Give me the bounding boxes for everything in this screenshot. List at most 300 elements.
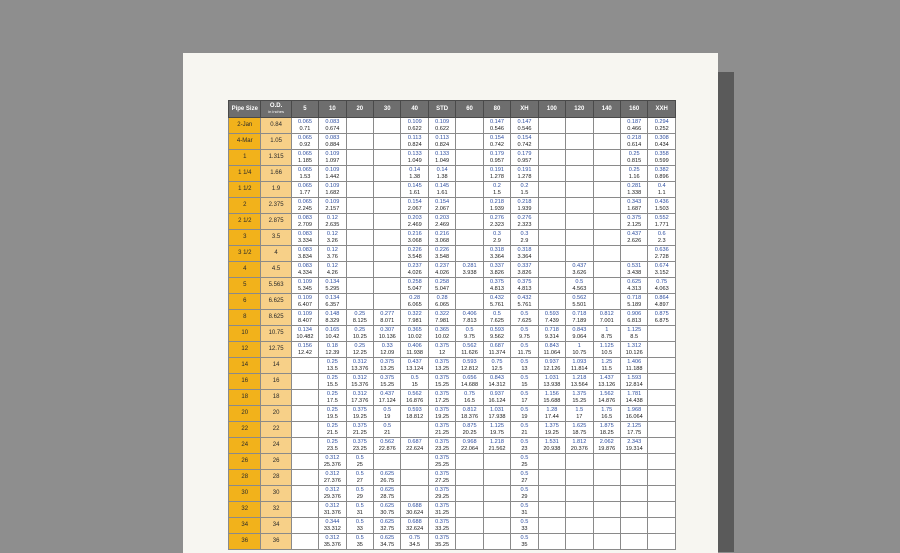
schedule-cell xyxy=(428,534,455,550)
inner-diameter: 15 xyxy=(521,381,528,388)
schedule-cell xyxy=(374,518,401,534)
schedule-cell xyxy=(401,326,428,342)
wall-thickness: 0.625 xyxy=(380,470,395,477)
inner-diameter: 7.813 xyxy=(462,317,477,324)
pipe-size-cell: 20 xyxy=(229,406,261,422)
wall-thickness: 0.562 xyxy=(572,294,587,301)
inner-diameter: 11.374 xyxy=(488,349,506,356)
column-header-label: 20 xyxy=(356,106,364,112)
wall-thickness: 0.5 xyxy=(520,534,529,541)
schedule-cell xyxy=(428,374,455,390)
wall-thickness: 0.5 xyxy=(355,486,364,493)
schedule-cell xyxy=(483,374,510,390)
inner-diameter: 1.5 xyxy=(520,189,529,196)
pipe-size-cell: 2 xyxy=(229,198,261,214)
outer-diameter-cell: 0.84 xyxy=(261,118,291,134)
inner-diameter: 27 xyxy=(356,477,363,484)
wall-thickness: 1.218 xyxy=(490,438,504,445)
schedule-cell xyxy=(401,310,428,326)
schedule-cell xyxy=(538,390,565,406)
schedule-cell xyxy=(319,486,346,502)
schedule-cell xyxy=(401,230,428,246)
wall-thickness: 0.437 xyxy=(407,358,422,365)
inner-diameter: 1.097 xyxy=(325,157,340,164)
wall-thickness: 0.203 xyxy=(435,214,450,221)
schedule-cell xyxy=(620,278,647,294)
wall-thickness: 0.065 xyxy=(297,150,312,157)
inner-diameter: 7.189 xyxy=(572,317,587,324)
inner-diameter: 6.875 xyxy=(654,317,669,324)
wall-thickness: 0.375 xyxy=(352,422,367,429)
inner-diameter: 1.682 xyxy=(325,189,340,196)
wall-thickness: 0.25 xyxy=(628,150,640,157)
schedule-cell xyxy=(593,534,620,550)
wall-thickness: 0.375 xyxy=(435,438,450,445)
schedule-cell xyxy=(593,278,620,294)
inner-diameter: 16.5 xyxy=(464,397,475,404)
inner-diameter: 0.824 xyxy=(407,141,422,148)
wall-thickness: 0.406 xyxy=(407,342,422,349)
schedule-cell xyxy=(346,358,373,374)
column-header xyxy=(319,101,346,118)
schedule-cell xyxy=(593,166,620,182)
schedule-cell xyxy=(319,518,346,534)
schedule-cell xyxy=(538,198,565,214)
wall-thickness: 0.109 xyxy=(297,310,312,317)
schedule-cell xyxy=(374,214,401,230)
inner-diameter: 13.938 xyxy=(543,381,561,388)
wall-thickness: 1.031 xyxy=(544,374,559,381)
schedule-cell xyxy=(566,310,593,326)
inner-diameter: 1.16 xyxy=(628,173,640,180)
schedule-cell xyxy=(538,278,565,294)
wall-thickness: 1.75 xyxy=(601,406,613,413)
schedule-cell xyxy=(374,406,401,422)
table-body xyxy=(229,118,676,550)
inner-diameter: 0.824 xyxy=(435,141,450,148)
wall-thickness: 0.312 xyxy=(325,534,340,541)
schedule-cell xyxy=(456,310,483,326)
wall-thickness: 0.593 xyxy=(462,358,477,365)
schedule-cell xyxy=(538,534,565,550)
inner-diameter: 13.25 xyxy=(380,365,395,372)
wall-thickness: 0.5 xyxy=(520,342,529,349)
wall-thickness: 0.191 xyxy=(517,166,532,173)
inner-diameter: 4.313 xyxy=(627,285,642,292)
inner-diameter: 0.92 xyxy=(299,141,311,148)
wall-thickness: 0.382 xyxy=(654,166,669,173)
schedule-cell xyxy=(483,422,510,438)
inner-diameter: 10.5 xyxy=(601,349,613,356)
inner-diameter: 3.364 xyxy=(490,253,504,260)
wall-thickness: 1.968 xyxy=(627,406,642,413)
table-row xyxy=(229,518,676,534)
schedule-cell xyxy=(346,214,373,230)
schedule-cell xyxy=(593,262,620,278)
schedule-cell xyxy=(538,262,565,278)
inner-diameter: 0.622 xyxy=(407,125,422,132)
wall-thickness: 1.156 xyxy=(544,390,559,397)
outer-diameter-cell: 22 xyxy=(261,422,291,438)
pipe-size-cell: 1 1/2 xyxy=(229,182,261,198)
schedule-cell xyxy=(401,374,428,390)
wall-thickness: 0.5 xyxy=(355,518,364,525)
inner-diameter: 5.345 xyxy=(297,285,312,292)
schedule-cell xyxy=(401,486,428,502)
schedule-cell xyxy=(346,294,373,310)
schedule-cell xyxy=(538,182,565,198)
wall-thickness: 0.308 xyxy=(654,134,669,141)
wall-thickness: 0.5 xyxy=(493,310,501,317)
schedule-cell xyxy=(566,422,593,438)
schedule-cell xyxy=(566,150,593,166)
schedule-cell xyxy=(566,406,593,422)
schedule-cell xyxy=(648,390,676,406)
wall-thickness: 0.14 xyxy=(409,166,421,173)
wall-thickness: 0.75 xyxy=(409,534,421,541)
wall-thickness: 0.216 xyxy=(407,230,422,237)
pipe-size-cell: 32 xyxy=(229,502,261,518)
schedule-cell xyxy=(511,454,538,470)
schedule-cell xyxy=(538,246,565,262)
wall-thickness: 0.843 xyxy=(572,326,587,333)
schedule-cell xyxy=(428,486,455,502)
column-header xyxy=(648,101,676,118)
wall-thickness: 1.125 xyxy=(627,326,642,333)
table-row xyxy=(229,358,676,374)
schedule-cell xyxy=(319,198,346,214)
schedule-cell xyxy=(456,262,483,278)
wall-thickness: 0.154 xyxy=(517,134,532,141)
schedule-cell xyxy=(456,438,483,454)
schedule-cell xyxy=(483,246,510,262)
inner-diameter: 12.5 xyxy=(491,365,503,372)
inner-diameter: 15.688 xyxy=(543,397,561,404)
schedule-cell xyxy=(593,150,620,166)
inner-diameter: 33.312 xyxy=(323,525,341,532)
wall-thickness: 0.437 xyxy=(572,262,587,269)
schedule-cell xyxy=(593,118,620,134)
schedule-cell xyxy=(483,438,510,454)
inner-diameter: 11.814 xyxy=(570,365,588,372)
outer-diameter-cell: 14 xyxy=(261,358,291,374)
schedule-cell xyxy=(648,310,676,326)
wall-thickness: 0.674 xyxy=(654,262,669,269)
outer-diameter-cell: 4 xyxy=(261,246,291,262)
wall-thickness: 1.625 xyxy=(572,422,587,429)
inner-diameter: 0.622 xyxy=(435,125,450,132)
pipe-size-cell: 4 xyxy=(229,262,261,278)
schedule-cell xyxy=(374,182,401,198)
schedule-cell xyxy=(620,342,647,358)
wall-thickness: 1.031 xyxy=(490,406,504,413)
schedule-cell xyxy=(483,118,510,134)
inner-diameter: 4.897 xyxy=(654,301,669,308)
schedule-cell xyxy=(648,470,676,486)
wall-thickness: 0.625 xyxy=(380,502,395,509)
inner-diameter: 4.334 xyxy=(297,269,312,276)
table-row xyxy=(229,294,676,310)
inner-diameter: 20.938 xyxy=(543,445,561,452)
schedule-cell xyxy=(648,230,676,246)
inner-diameter: 1.503 xyxy=(654,205,669,212)
inner-diameter: 19.25 xyxy=(352,413,367,420)
inner-diameter: 1.939 xyxy=(490,205,504,212)
wall-thickness: 1.437 xyxy=(599,374,614,381)
inner-diameter: 35 xyxy=(356,541,363,548)
schedule-cell xyxy=(346,438,373,454)
column-header-label: 5 xyxy=(303,106,307,112)
schedule-cell xyxy=(346,278,373,294)
outer-diameter-cell: 1.05 xyxy=(261,134,291,150)
schedule-cell xyxy=(319,262,346,278)
schedule-cell xyxy=(483,150,510,166)
inner-diameter: 7.981 xyxy=(407,317,422,324)
schedule-cell xyxy=(291,470,318,486)
schedule-cell xyxy=(456,390,483,406)
inner-diameter: 23.25 xyxy=(352,445,367,452)
schedule-cell xyxy=(620,118,647,134)
inner-diameter: 2.469 xyxy=(407,221,422,228)
schedule-cell xyxy=(401,406,428,422)
schedule-cell xyxy=(483,342,510,358)
wall-thickness: 0.5 xyxy=(520,326,529,333)
wall-thickness: 1.406 xyxy=(627,358,642,365)
schedule-cell xyxy=(319,278,346,294)
inner-diameter: 11.75 xyxy=(517,349,532,356)
wall-thickness: 0.562 xyxy=(380,438,395,445)
wall-thickness: 0.968 xyxy=(462,438,477,445)
schedule-cell xyxy=(538,134,565,150)
schedule-cell xyxy=(456,406,483,422)
schedule-cell xyxy=(593,198,620,214)
schedule-cell xyxy=(538,438,565,454)
pipe-size-cell: 1 xyxy=(229,150,261,166)
inner-diameter: 14.438 xyxy=(625,397,643,404)
inner-diameter: 7.625 xyxy=(517,317,532,324)
inner-diameter: 11.626 xyxy=(461,349,478,356)
inner-diameter: 23.25 xyxy=(435,445,450,452)
wall-thickness: 2.343 xyxy=(627,438,642,445)
schedule-cell xyxy=(483,518,510,534)
schedule-cell xyxy=(648,262,676,278)
inner-diameter: 6.407 xyxy=(297,301,312,308)
wall-thickness: 1.218 xyxy=(572,374,587,381)
inner-diameter: 17.124 xyxy=(378,397,396,404)
wall-thickness: 0.294 xyxy=(654,118,669,125)
inner-diameter: 0.957 xyxy=(517,157,532,164)
inner-diameter: 8.329 xyxy=(325,317,340,324)
schedule-cell xyxy=(319,310,346,326)
inner-diameter: 17 xyxy=(521,397,528,404)
schedule-cell xyxy=(538,486,565,502)
wall-thickness: 0.5 xyxy=(575,278,584,285)
schedule-cell xyxy=(566,358,593,374)
schedule-cell xyxy=(319,166,346,182)
table-row xyxy=(229,534,676,550)
wall-thickness: 0.5 xyxy=(410,374,419,381)
inner-diameter: 12.09 xyxy=(380,349,395,356)
inner-diameter: 15.376 xyxy=(351,381,369,388)
inner-diameter: 1.61 xyxy=(436,189,448,196)
schedule-cell xyxy=(319,502,346,518)
wall-thickness: 0.375 xyxy=(627,214,642,221)
schedule-cell xyxy=(456,534,483,550)
wall-thickness: 0.375 xyxy=(435,502,450,509)
schedule-cell xyxy=(428,198,455,214)
inner-diameter: 2.9 xyxy=(520,237,529,244)
schedule-cell xyxy=(648,374,676,390)
wall-thickness: 0.276 xyxy=(517,214,532,221)
inner-diameter: 9.064 xyxy=(572,333,587,340)
schedule-cell xyxy=(456,294,483,310)
wall-thickness: 0.5 xyxy=(520,518,529,525)
inner-diameter: 0.884 xyxy=(325,141,340,148)
inner-diameter: 4.563 xyxy=(572,285,587,292)
schedule-cell xyxy=(319,470,346,486)
wall-thickness: 0.14 xyxy=(436,166,448,173)
inner-diameter: 3.834 xyxy=(297,253,312,260)
outer-diameter-cell: 12.75 xyxy=(261,342,291,358)
table-row xyxy=(229,134,676,150)
schedule-cell xyxy=(593,406,620,422)
outer-diameter-cell: 24 xyxy=(261,438,291,454)
column-header xyxy=(261,101,291,118)
wall-thickness: 0.5 xyxy=(355,470,364,477)
schedule-cell xyxy=(483,182,510,198)
inner-diameter: 14.688 xyxy=(461,381,479,388)
column-header xyxy=(593,101,620,118)
wall-thickness: 0.133 xyxy=(407,150,422,157)
inner-diameter: 5.047 xyxy=(435,285,450,292)
schedule-cell xyxy=(319,134,346,150)
wall-thickness: 1 xyxy=(605,326,609,333)
wall-thickness: 0.337 xyxy=(490,262,504,269)
inner-diameter: 2.728 xyxy=(654,253,669,260)
schedule-cell xyxy=(456,230,483,246)
schedule-cell xyxy=(566,390,593,406)
wall-thickness: 0.375 xyxy=(435,342,450,349)
schedule-cell xyxy=(428,262,455,278)
inner-diameter: 0.742 xyxy=(490,141,504,148)
inner-diameter: 4.813 xyxy=(517,285,532,292)
schedule-cell xyxy=(511,294,538,310)
schedule-cell xyxy=(566,118,593,134)
table-row xyxy=(229,310,676,326)
schedule-cell xyxy=(483,214,510,230)
column-header xyxy=(456,101,483,118)
wall-thickness: 0.25 xyxy=(354,310,366,317)
wall-thickness: 0.25 xyxy=(326,374,338,381)
inner-diameter: 33.25 xyxy=(435,525,450,532)
inner-diameter: 13.126 xyxy=(598,381,616,388)
wall-thickness: 0.688 xyxy=(407,502,422,509)
wall-thickness: 1.5 xyxy=(575,406,584,413)
schedule-cell xyxy=(291,310,318,326)
schedule-cell xyxy=(483,326,510,342)
wall-thickness: 0.237 xyxy=(435,262,450,269)
wall-thickness: 0.218 xyxy=(490,198,504,205)
wall-thickness: 0.5 xyxy=(520,438,529,445)
schedule-cell xyxy=(648,118,676,134)
schedule-cell xyxy=(319,374,346,390)
table-header-row xyxy=(229,101,676,118)
schedule-cell xyxy=(401,422,428,438)
wall-thickness: 0.625 xyxy=(380,486,395,493)
wall-thickness: 0.083 xyxy=(297,246,312,253)
schedule-cell xyxy=(428,230,455,246)
outer-diameter-cell: 32 xyxy=(261,502,291,518)
wall-thickness: 0.843 xyxy=(544,342,559,349)
wall-thickness: 1.812 xyxy=(572,438,587,445)
inner-diameter: 0.546 xyxy=(517,125,532,132)
schedule-cell xyxy=(538,230,565,246)
schedule-cell xyxy=(401,438,428,454)
schedule-cell xyxy=(291,182,318,198)
inner-diameter: 23.5 xyxy=(326,445,338,452)
schedule-cell xyxy=(319,358,346,374)
inner-diameter: 1.77 xyxy=(299,189,311,196)
inner-diameter: 11.188 xyxy=(625,365,643,372)
outer-diameter-cell: 3.5 xyxy=(261,230,291,246)
schedule-cell xyxy=(620,518,647,534)
inner-diameter: 34.5 xyxy=(409,541,421,548)
schedule-cell xyxy=(538,294,565,310)
schedule-cell xyxy=(483,278,510,294)
inner-diameter: 3.548 xyxy=(407,253,422,260)
schedule-cell xyxy=(566,518,593,534)
column-header-sublabel: in inches xyxy=(268,109,284,114)
schedule-cell xyxy=(346,374,373,390)
schedule-cell xyxy=(538,518,565,534)
wall-thickness: 0.134 xyxy=(325,278,340,285)
wall-thickness: 0.406 xyxy=(462,310,477,317)
schedule-cell xyxy=(428,390,455,406)
wall-thickness: 1 xyxy=(577,342,581,349)
pipe-size-cell: 1 1/4 xyxy=(229,166,261,182)
schedule-cell xyxy=(401,390,428,406)
wall-thickness: 0.312 xyxy=(325,486,340,493)
inner-diameter: 12 xyxy=(439,349,446,356)
schedule-cell xyxy=(511,150,538,166)
schedule-cell xyxy=(620,422,647,438)
inner-diameter: 18.376 xyxy=(461,413,479,420)
schedule-cell xyxy=(648,134,676,150)
inner-diameter: 9.314 xyxy=(544,333,559,340)
inner-diameter: 3.826 xyxy=(517,269,532,276)
inner-diameter: 2.469 xyxy=(435,221,450,228)
schedule-cell xyxy=(456,150,483,166)
pipe-size-cell: 2 1/2 xyxy=(229,214,261,230)
schedule-cell xyxy=(319,214,346,230)
wall-thickness: 0.375 xyxy=(352,438,367,445)
wall-thickness: 1.375 xyxy=(544,422,559,429)
inner-diameter: 1.185 xyxy=(297,157,312,164)
schedule-cell xyxy=(319,294,346,310)
column-header-label: STD xyxy=(436,106,449,112)
inner-diameter: 14.876 xyxy=(598,397,616,404)
schedule-cell xyxy=(620,150,647,166)
schedule-cell xyxy=(374,358,401,374)
schedule-cell xyxy=(483,262,510,278)
inner-diameter: 33 xyxy=(521,525,528,532)
schedule-cell xyxy=(483,198,510,214)
inner-diameter: 25 xyxy=(521,461,528,468)
inner-diameter: 6.813 xyxy=(627,317,642,324)
inner-diameter: 10.02 xyxy=(407,333,422,340)
table-row xyxy=(229,470,676,486)
schedule-cell xyxy=(401,294,428,310)
